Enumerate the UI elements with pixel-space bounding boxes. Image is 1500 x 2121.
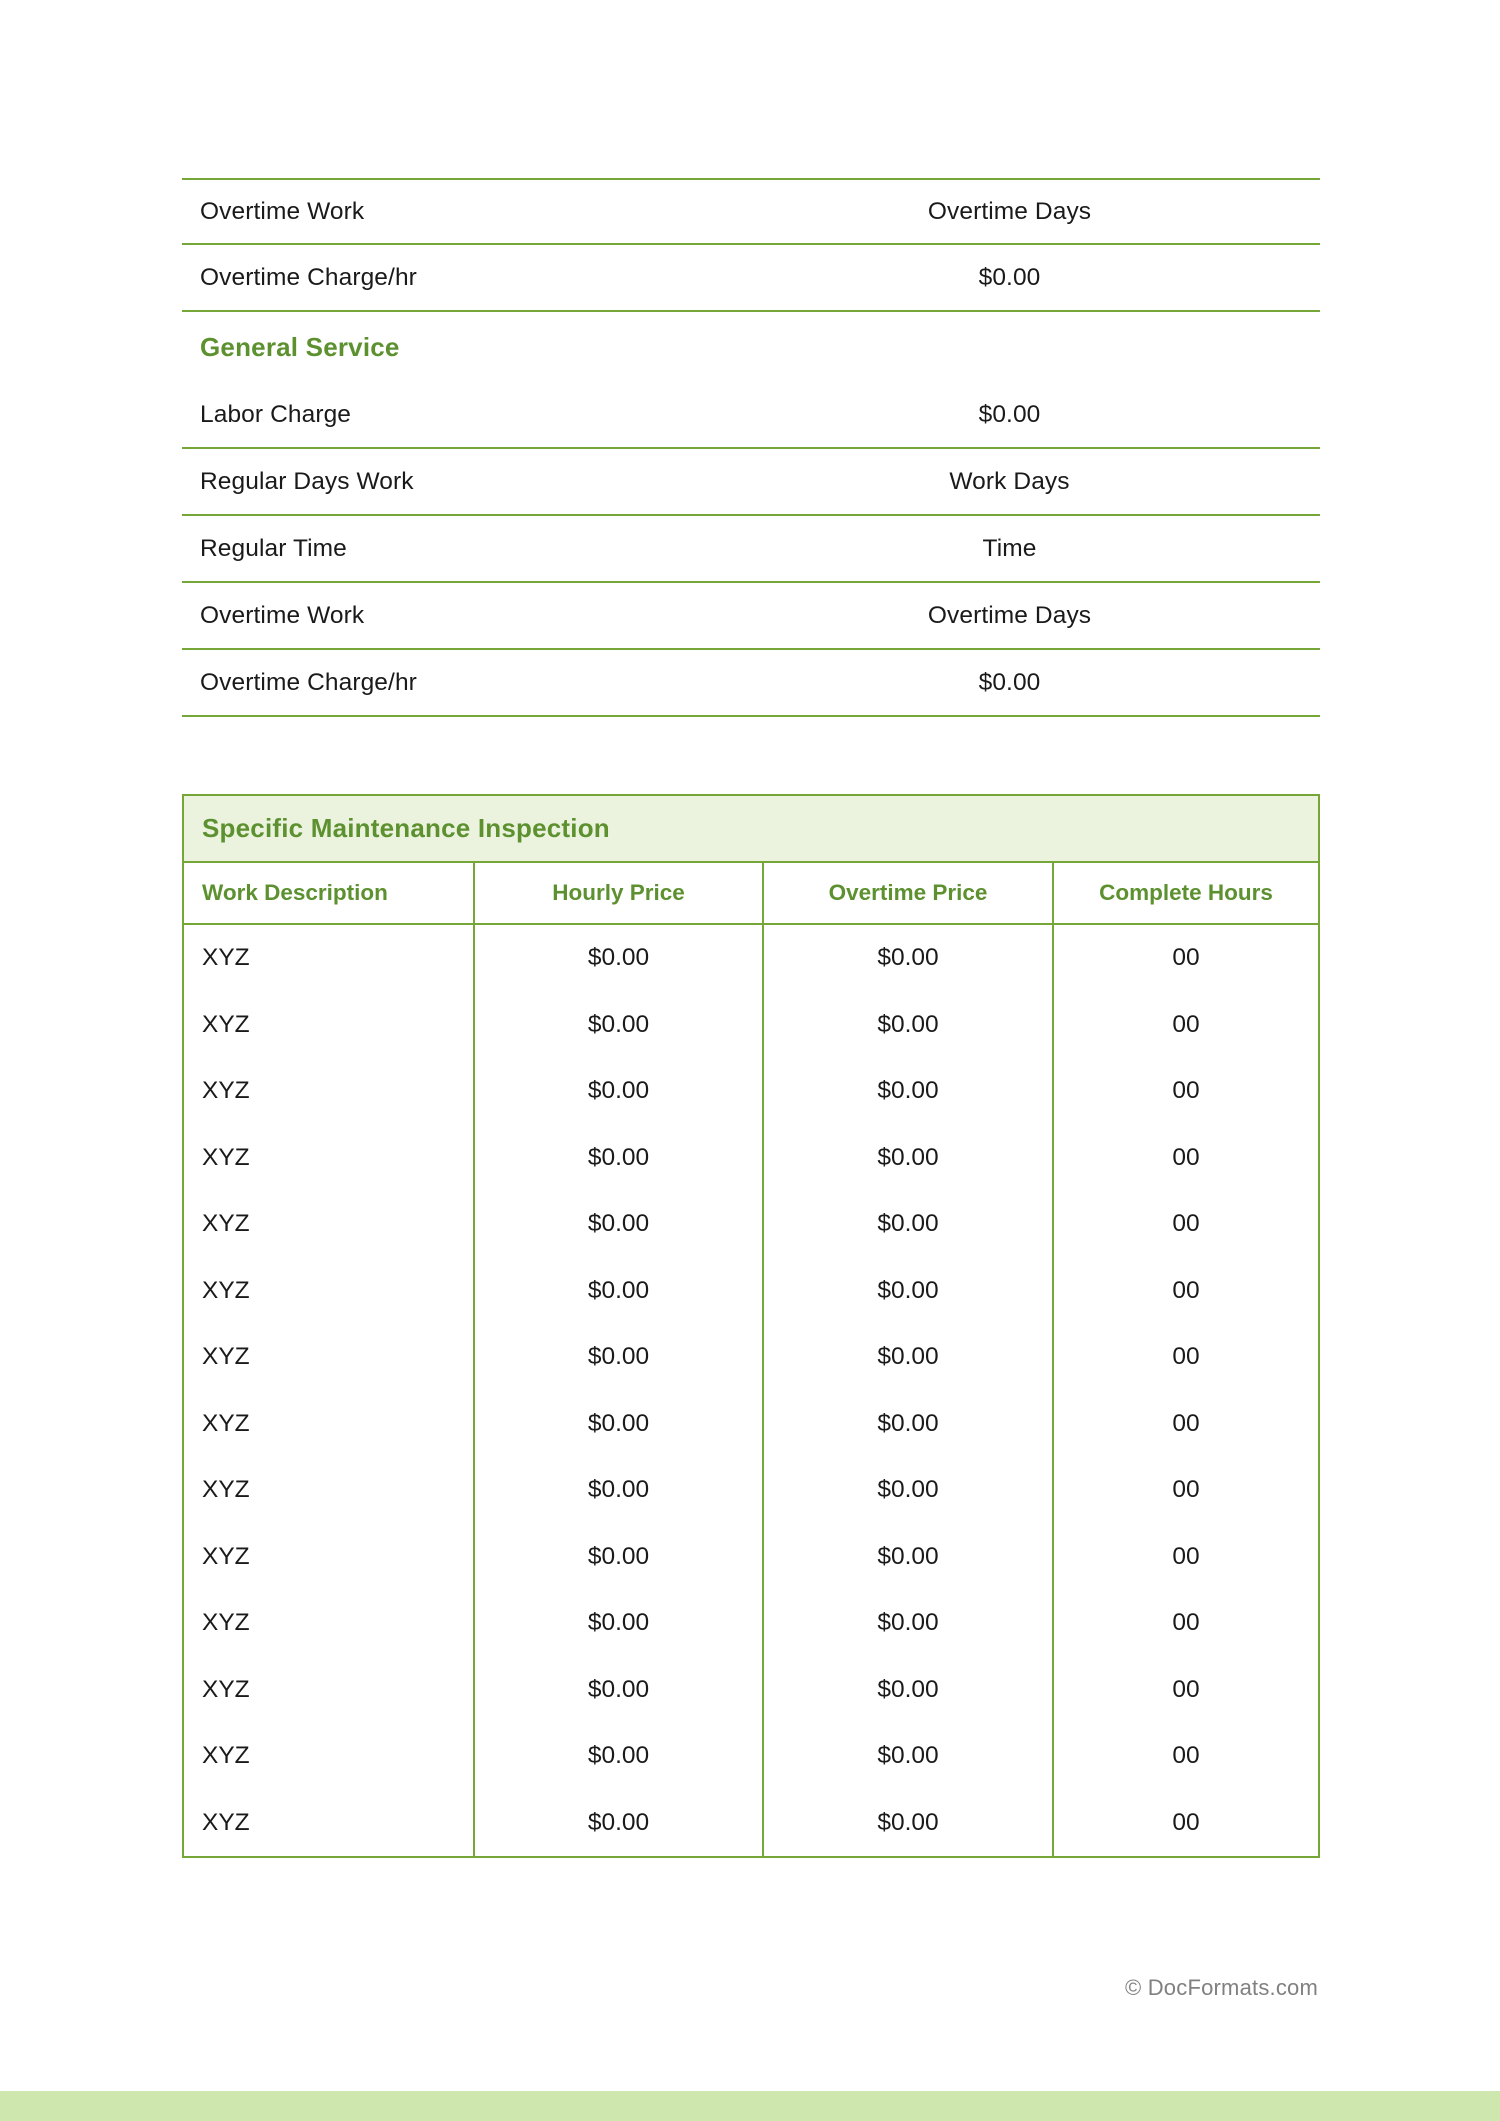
table-column-overtime-price [762,925,1052,1856]
footer-credit: © DocFormats.com [1125,1975,1318,2000]
kv-value: Overtime Days [927,197,1092,225]
table-cell: $0.00 [877,1742,939,1770]
table-cell: $0.00 [587,944,650,972]
table-cell: $0.00 [877,1010,939,1038]
table-cell: $0.00 [877,1343,939,1371]
table-cell: 00 [1172,1742,1200,1770]
table-cell: 00 [1172,1210,1200,1238]
table-header-row [184,863,1318,925]
kv-value: Time [982,534,1037,562]
table-cell: XYZ [202,1609,250,1637]
kv-label: Overtime Charge/hr [200,668,417,696]
bottom-accent-bar [0,2091,1500,2121]
table-cell: $0.00 [877,1077,939,1105]
table-cell: 00 [1172,1276,1200,1304]
table-cell: 00 [1172,1077,1200,1105]
table-cell: $0.00 [877,1609,939,1637]
table-cell: $0.00 [877,1409,939,1437]
column-header-complete-hours: Complete Hours [1052,863,1318,923]
kv-value: $0.00 [978,263,1041,291]
table-cell: $0.00 [587,1409,650,1437]
table-cell: $0.00 [877,1276,939,1304]
kv-row-overtime-charge-top [182,245,1320,312]
specific-maintenance-inspection-table [182,794,1320,1858]
table-column-complete-hours [1052,925,1318,1856]
table-cell: $0.00 [877,1143,939,1171]
service-details-section [182,178,1320,717]
table-cell: XYZ [202,1077,250,1105]
table-cell: XYZ [202,1808,250,1836]
kv-value: Overtime Days [927,601,1092,629]
table-cell: XYZ [202,1409,250,1437]
kv-label: Overtime Work [200,197,365,225]
table-cell: XYZ [202,1343,250,1371]
kv-row-labor-charge [182,382,1320,449]
table-cell: $0.00 [877,1476,939,1504]
kv-row-overtime-work [182,583,1320,650]
kv-label: Labor Charge [200,400,352,428]
table-cell: $0.00 [877,1808,939,1836]
table-cell: 00 [1172,1808,1200,1836]
kv-label: Regular Time [200,534,347,562]
table-cell: 00 [1172,1609,1200,1637]
table-cell: $0.00 [587,1675,650,1703]
table-cell: $0.00 [587,1210,650,1238]
table-cell: $0.00 [877,1675,939,1703]
table-cell: $0.00 [587,1542,650,1570]
table-cell: $0.00 [587,1742,650,1770]
column-header-hourly-price: Hourly Price [473,863,762,923]
table-cell: XYZ [202,1742,250,1770]
table-cell: XYZ [202,1143,250,1171]
section-heading-general-service: General Service [200,331,400,362]
table-cell: 00 [1172,1143,1200,1171]
table-cell: $0.00 [877,944,939,972]
table-cell: $0.00 [587,1609,650,1637]
table-cell: XYZ [202,1675,250,1703]
kv-row-regular-days-work [182,449,1320,516]
table-body [184,925,1318,1856]
kv-row-regular-time [182,516,1320,583]
kv-value: $0.00 [978,668,1041,696]
column-header-work-description: Work Description [202,880,388,905]
table-cell: XYZ [202,1542,250,1570]
kv-row-overtime-work-top [182,178,1320,245]
table-cell: XYZ [202,1276,250,1304]
table-cell: $0.00 [587,1808,650,1836]
table-column-work-description [184,925,473,1856]
table-cell: $0.00 [587,1276,650,1304]
table-cell: 00 [1172,1542,1200,1570]
kv-value: $0.00 [978,400,1041,428]
table-cell: 00 [1172,944,1200,972]
table-cell: $0.00 [587,1077,650,1105]
table-cell: $0.00 [587,1476,650,1504]
kv-row-overtime-charge [182,650,1320,717]
table-cell: $0.00 [587,1010,650,1038]
table-cell: XYZ [202,1476,250,1504]
table-cell: $0.00 [877,1210,939,1238]
table-cell: XYZ [202,1210,250,1238]
kv-label: Regular Days Work [200,467,414,495]
kv-label: Overtime Charge/hr [200,263,417,291]
table-cell: $0.00 [877,1542,939,1570]
column-header-overtime-price: Overtime Price [762,863,1052,923]
table-title: Specific Maintenance Inspection [184,796,1318,863]
table-cell: 00 [1172,1675,1200,1703]
table-cell: XYZ [202,1010,250,1038]
kv-value: Work Days [949,467,1070,495]
table-cell: XYZ [202,944,250,972]
table-cell: $0.00 [587,1143,650,1171]
kv-label: Overtime Work [200,601,365,629]
table-column-hourly-price [473,925,762,1856]
table-cell: 00 [1172,1476,1200,1504]
table-cell: 00 [1172,1343,1200,1371]
table-cell: 00 [1172,1010,1200,1038]
table-cell: $0.00 [587,1343,650,1371]
table-cell: 00 [1172,1409,1200,1437]
